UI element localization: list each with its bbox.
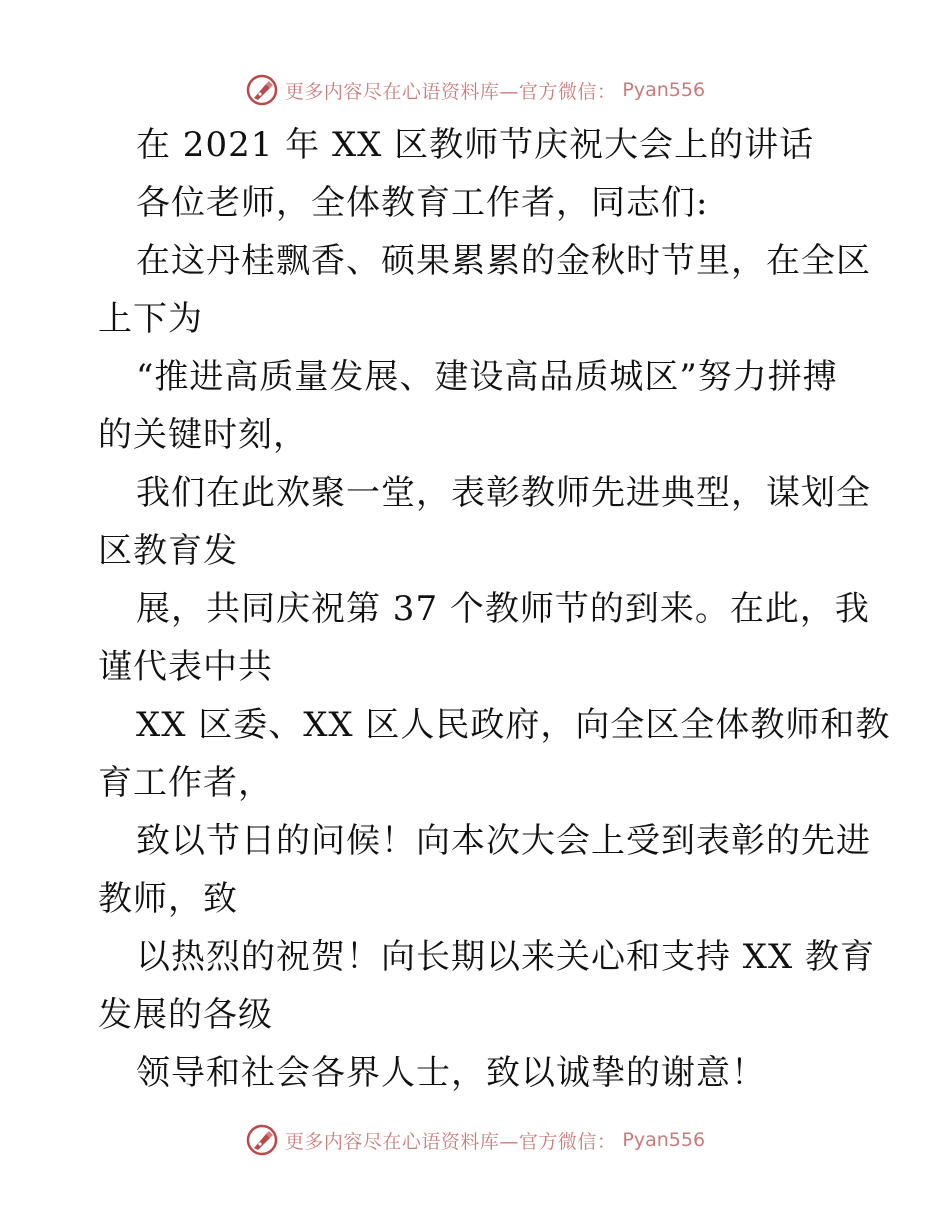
banner-text: 更多内容尽在心语资料库—官方微信： — [284, 1130, 617, 1153]
text-line: 上下为 — [98, 299, 203, 339]
text-line: “推进高质量发展、建设高品质城区”努力拼搏 — [136, 357, 838, 397]
pen-nib-logo-icon — [245, 1123, 279, 1157]
document-body — [98, 116, 891, 1102]
text-line: 我们在此欢聚一堂，表彰教师先进典型，谋划全 — [136, 473, 871, 513]
document-title: 在 2021 年 XX 区教师节庆祝大会上的讲话 — [136, 125, 815, 165]
text-line: 致以节日的问候！向本次大会上受到表彰的先进 — [136, 821, 871, 861]
text-line: 各位老师，全体教育工作者，同志们: — [136, 183, 709, 223]
text-line: XX 区委、XX 区人民政府，向全区全体教师和教 — [136, 705, 891, 745]
footer-banner — [0, 1120, 950, 1160]
header-banner — [0, 70, 950, 110]
banner-wechat-id: Pyan556 — [622, 1129, 706, 1151]
text-line: 育工作者， — [98, 763, 273, 803]
banner-wechat-id: Pyan556 — [622, 79, 706, 101]
text-line: 以热烈的祝贺！向长期以来关心和支持 XX 教育 — [136, 937, 876, 977]
text-line: 领导和社会各界人士，致以诚挚的谢意！ — [136, 1053, 766, 1093]
text-line: 在这丹桂飘香、硕果累累的金秋时节里，在全区 — [136, 241, 871, 281]
pen-nib-logo-icon — [245, 73, 279, 107]
text-line: 展，共同庆祝第 37 个教师节的到来。在此，我 — [136, 589, 870, 629]
text-line: 教师，致 — [98, 879, 238, 919]
text-line: 区教育发 — [98, 531, 238, 571]
text-line: 发展的各级 — [98, 995, 273, 1035]
text-line: 谨代表中共 — [98, 647, 273, 687]
text-line: 的关键时刻， — [98, 415, 308, 455]
banner-text: 更多内容尽在心语资料库—官方微信： — [284, 80, 617, 103]
